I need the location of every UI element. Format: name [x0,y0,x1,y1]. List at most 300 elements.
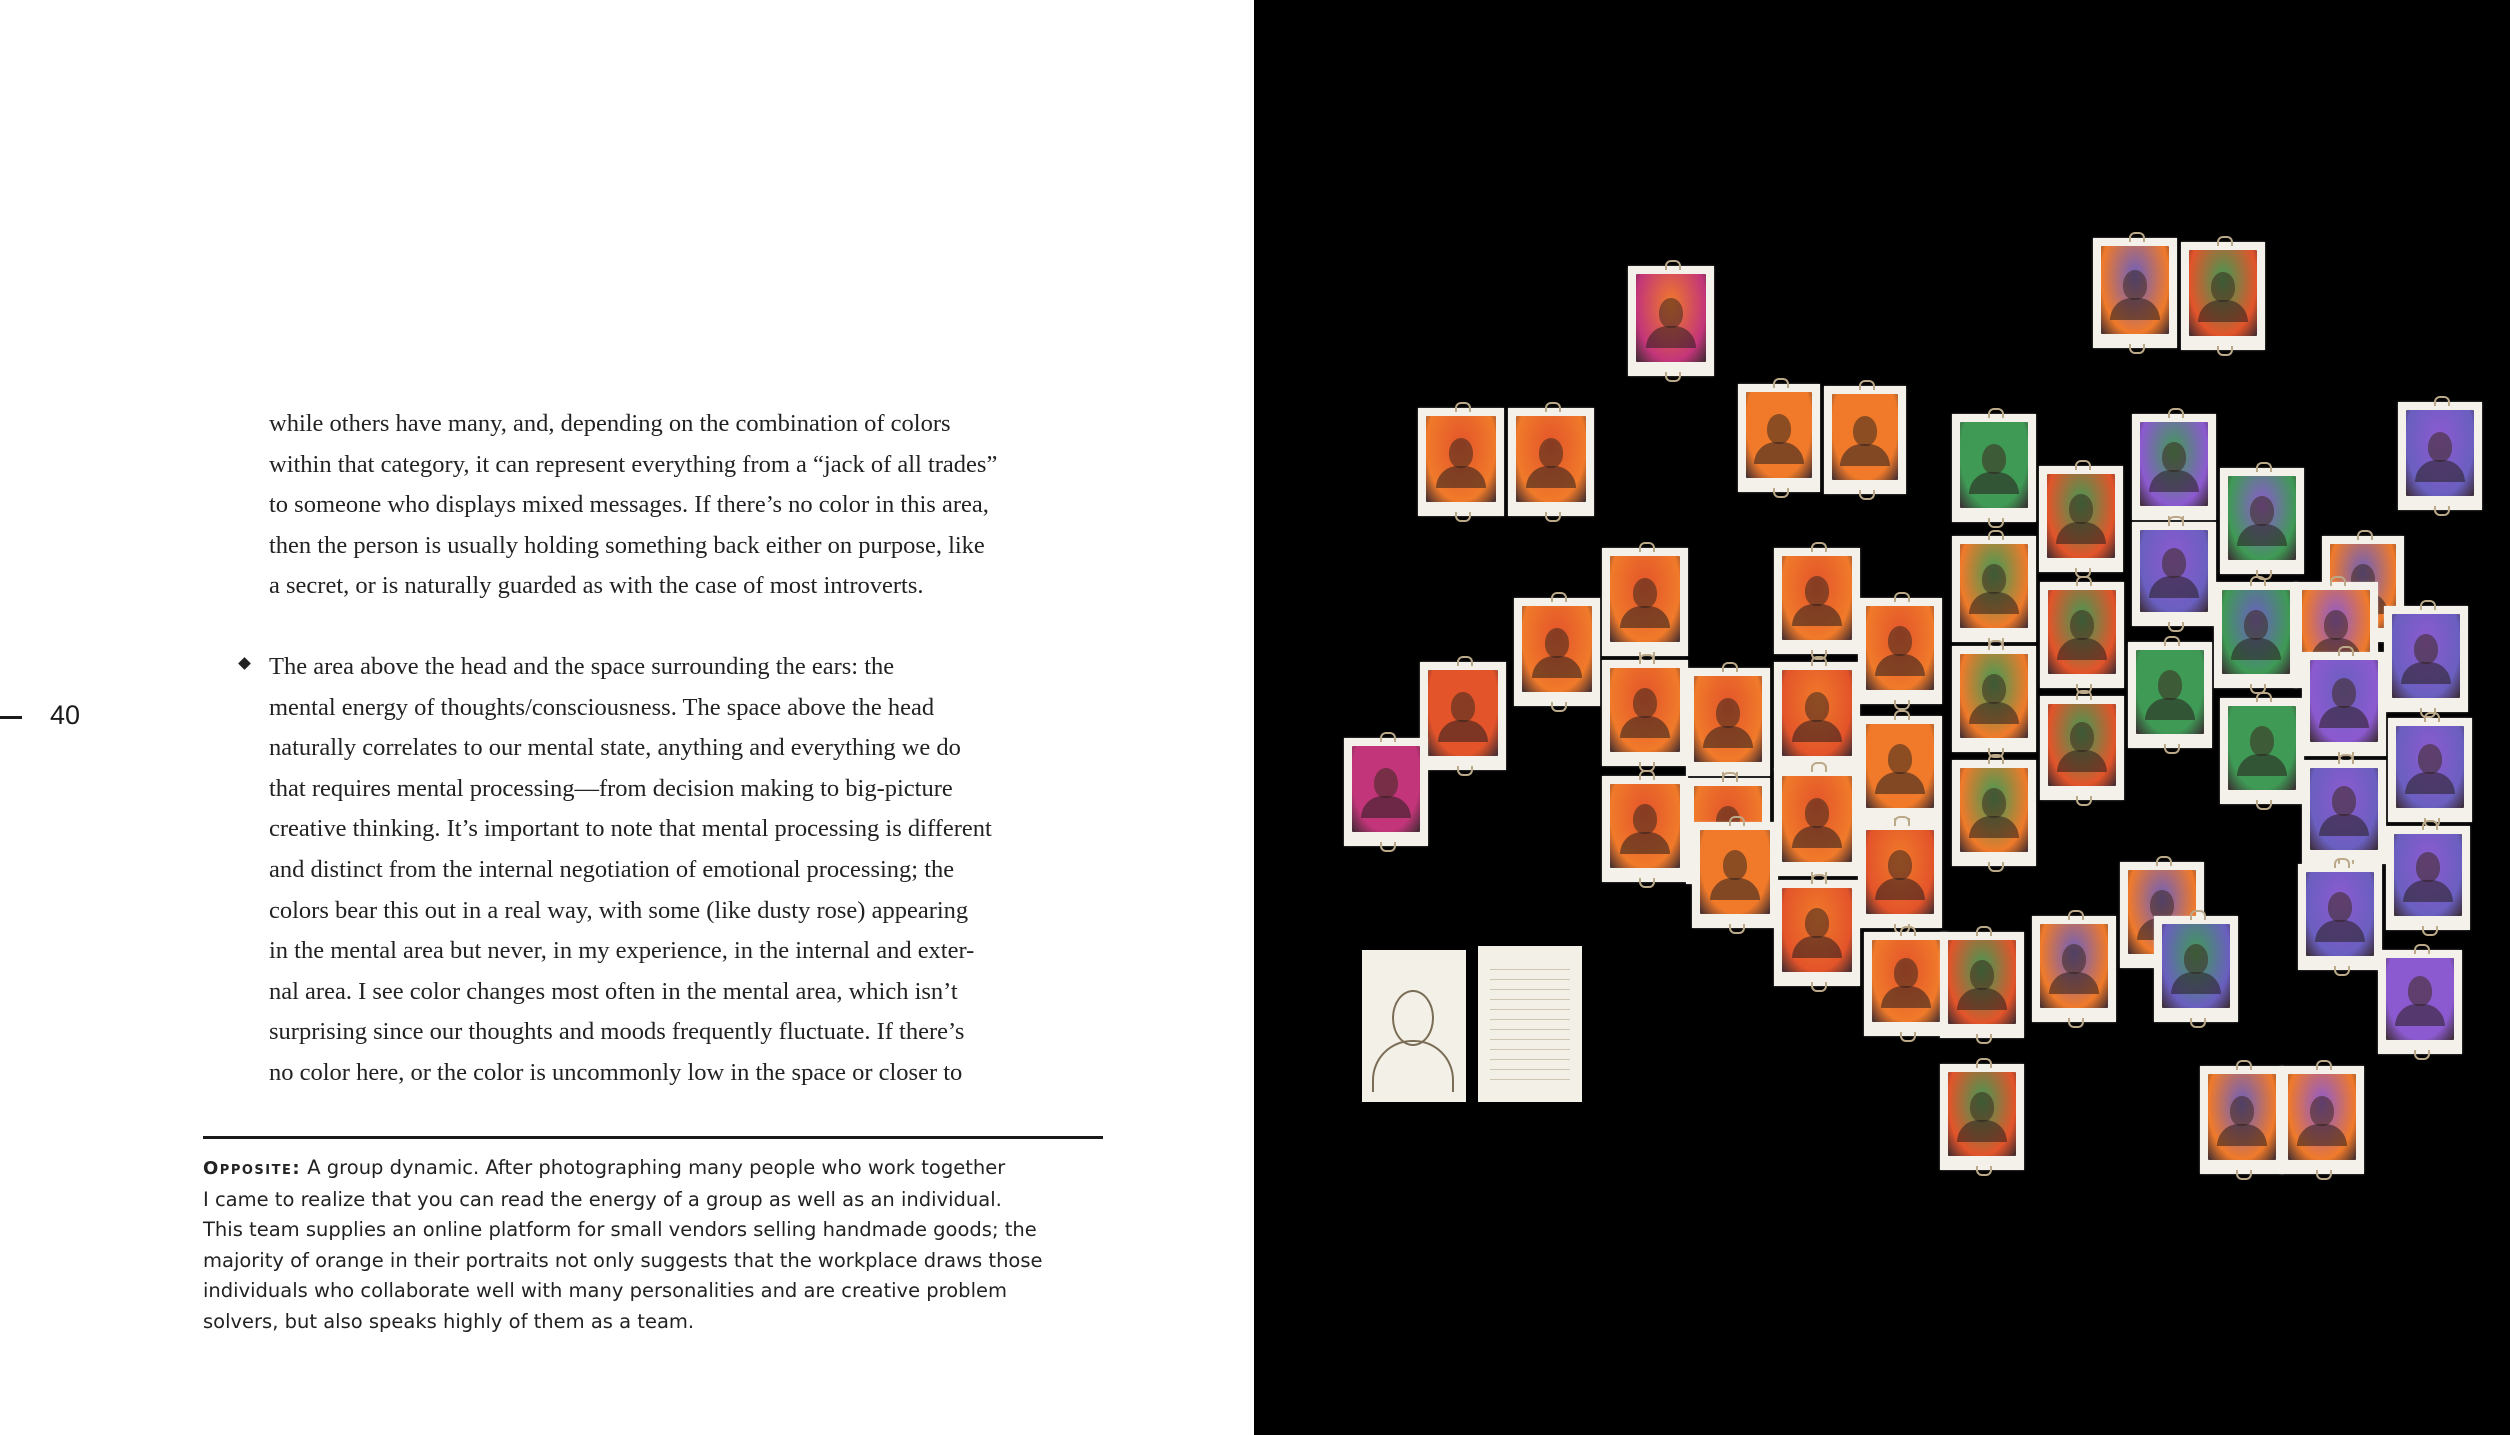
portrait-shoulders [2315,920,2365,942]
portrait-shoulders [1957,988,2007,1010]
polaroid-portrait [1774,662,1860,770]
pin-clip-icon [2168,408,2184,418]
portrait-shoulders [2149,576,2199,598]
portrait-shoulders [1532,656,1582,678]
pin-clip-icon [1900,1032,1916,1042]
pin-clip-icon [2422,926,2438,936]
portrait-head [2310,1096,2334,1126]
aura-glow [2222,590,2290,674]
pin-clip-icon [1551,592,1567,602]
portrait-shoulders [1840,444,1890,466]
aura-glow [2208,1074,2276,1160]
paragraph-continuation [269,404,1069,607]
polaroid-portrait [2032,916,2116,1022]
aura-glow [1516,416,1586,502]
pin-clip-icon [1639,878,1655,888]
polaroid-portrait [2039,466,2123,572]
pin-clip-icon [1988,754,2004,764]
pin-clip-icon [2190,910,2206,920]
portrait-head [1982,674,2006,704]
portrait-shoulders [1710,878,1760,900]
polaroid-portrait [1952,646,2036,752]
polaroid-portrait [1602,660,1688,766]
aura-glow [1960,654,2028,738]
portrait-shoulders [1792,720,1842,742]
pin-clip-icon [1545,402,1561,412]
portrait-head [2408,976,2432,1006]
portrait-shoulders [2057,638,2107,660]
portrait-shoulders [2401,662,2451,684]
polaroid-portrait [1774,880,1860,986]
portrait-shoulders [1792,604,1842,626]
polaroid-portrait [2040,696,2124,800]
polaroid-portrait [2132,522,2216,626]
polaroid-portrait [2384,606,2468,712]
portrait-head [1888,744,1912,774]
aura-glow [2306,872,2374,956]
portrait-head [1451,692,1475,722]
portrait-head [1633,688,1657,718]
pin-clip-icon [2236,1170,2252,1180]
pin-clip-icon [2316,1170,2332,1180]
portrait-head [1888,850,1912,880]
aura-glow [2048,704,2116,786]
portrait-shoulders [2403,880,2453,902]
polaroid-portrait [1602,776,1688,882]
portrait-shoulders [2149,470,2199,492]
portrait-head [2162,548,2186,578]
portrait-head [2158,670,2182,700]
portrait-shoulders [1438,720,1488,742]
pin-clip-icon [1457,656,1473,666]
pin-clip-icon [2129,232,2145,242]
pin-clip-icon [2250,576,2266,586]
caption-label: Opposite: [203,1158,302,1179]
pin-clip-icon [2256,692,2272,702]
pin-clip-icon [1639,654,1655,664]
pin-clip-icon [2330,576,2346,586]
polaroid-portrait [2302,652,2386,756]
portrait-head [2416,852,2440,882]
card-text-lines [1490,960,1570,1088]
aura-glow [1832,394,1898,480]
text-line: The area above the head and the space surrounding the ears: the [269,653,895,680]
pin-clip-icon [2424,712,2440,722]
pin-clip-icon [1545,512,1561,522]
aura-glow [2136,650,2204,734]
polaroid-portrait [1418,408,1504,516]
portrait-shoulders [1620,716,1670,738]
aura-glow [2048,590,2116,674]
pin-clip-icon [1729,924,1745,934]
caption-line: I came to realize that you can read the energy of a group as well as an individual. [203,1187,1002,1211]
caption-line: This team supplies an online platform for small vendors selling handmade goods; the [203,1218,1037,1242]
pin-clip-icon [1859,490,1875,500]
figure-sketch-head [1392,990,1434,1046]
aura-glow [2140,530,2208,612]
pin-clip-icon [2434,396,2450,406]
portrait-shoulders [2056,522,2106,544]
pin-clip-icon [2068,910,2084,920]
polaroid-portrait [2128,642,2212,748]
polaroid-portrait [1628,266,1714,376]
pin-clip-icon [1551,702,1567,712]
polaroid-portrait [1686,668,1770,776]
portrait-head [1805,798,1829,828]
portrait-shoulders [2231,638,2281,660]
pin-clip-icon [1894,700,1910,710]
portrait-shoulders [1875,654,1925,676]
polaroid-portrait [2302,760,2386,864]
polaroid-portrait [1824,386,1906,494]
pin-clip-icon [1380,732,1396,742]
portrait-head [1894,958,1918,988]
pin-clip-icon [2068,1018,2084,1028]
text-line: within that category, it can represent everything from a “jack of all trades” [269,450,998,478]
figure-sketch-body [1372,1040,1454,1092]
text-line: then the person is usually holding something back either on purpose, like [269,531,985,559]
pin-clip-icon [2164,636,2180,646]
portrait-shoulders [1620,606,1670,628]
portrait-shoulders [1957,1120,2007,1142]
polaroid-portrait [1940,932,2024,1038]
aura-glow [1746,392,1812,478]
portrait-head [2069,494,2093,524]
pin-clip-icon [1811,542,1827,552]
polaroid-portrait [1858,598,1942,704]
aura-glow [2288,1074,2356,1160]
polaroid-portrait [2181,242,2265,350]
aura-glow [1866,830,1934,914]
polaroid-portrait [1952,760,2036,866]
pin-clip-icon [1859,380,1875,390]
portrait-shoulders [2049,972,2099,994]
portrait-head [2184,944,2208,974]
bullet-paragraph [269,647,1069,1094]
polaroid-portrait [2200,1066,2284,1174]
diamond-bullet-icon [238,657,251,670]
portrait-head [1853,416,1877,446]
aura-glow [1960,768,2028,852]
pin-clip-icon [1988,640,2004,650]
pin-clip-icon [2076,576,2092,586]
portrait-head [2250,496,2274,526]
polaroid-portrait [2280,1066,2364,1174]
portrait-head [1970,960,1994,990]
portrait-head [1805,908,1829,938]
caption-line [203,1153,1103,1185]
pin-clip-icon [2075,460,2091,470]
polaroid-portrait [2214,582,2298,688]
portrait-shoulders [2145,698,2195,720]
portrait-head [1449,438,1473,468]
pin-clip-icon [1773,488,1789,498]
polaroid-portrait [1952,536,2036,642]
caption-text: A group dynamic. After photographing many people who work together [301,1156,1006,1179]
pin-clip-icon [1639,770,1655,780]
pin-clip-icon [2156,856,2172,866]
pin-clip-icon [2434,506,2450,516]
polaroid-portrait [1514,598,1600,706]
text-line: and distinct from the internal negotiation of emotional processing; the [269,855,955,883]
polaroid-portrait [1420,662,1506,770]
portrait-head [1545,628,1569,658]
polaroid-portrait [1774,768,1860,876]
pin-clip-icon [1894,592,1910,602]
caption-line: individuals who collaborate well with many personalities and are creative problem [203,1279,1007,1303]
portrait-shoulders [2237,754,2287,776]
aura-glow [1426,416,1496,502]
polaroid-portrait [2398,402,2482,510]
portrait-head [2070,722,2094,752]
aura-glow [1610,668,1680,752]
polaroid-portrait [2388,718,2472,822]
pin-clip-icon [2334,858,2350,868]
portrait-shoulders [1881,986,1931,1008]
pin-clip-icon [2338,754,2354,764]
pin-clip-icon [1976,1058,1992,1068]
pin-clip-icon [2076,690,2092,700]
portrait-head [1539,438,1563,468]
pin-clip-icon [1988,530,2004,540]
aura-glow [1782,776,1852,862]
polaroid-portrait [2040,582,2124,688]
pin-clip-icon [1773,378,1789,388]
portrait-head [1888,626,1912,656]
pin-clip-icon [1722,772,1738,782]
polaroid-portrait [2220,698,2304,804]
pin-clip-icon [1457,766,1473,776]
aura-glow [1948,1072,2016,1156]
pin-clip-icon [1811,762,1827,772]
aura-glow [1694,676,1762,762]
pin-clip-icon [2168,516,2184,526]
pin-clip-icon [2168,622,2184,632]
pin-clip-icon [1894,710,1910,720]
portrait-head [2418,744,2442,774]
polaroid-portrait [1344,738,1428,846]
portrait-shoulders [2297,1124,2347,1146]
polaroid-portrait [2154,916,2238,1022]
portrait-shoulders [1792,936,1842,958]
polaroid-portrait [2132,414,2216,520]
polaroid-portrait [1864,932,1948,1036]
pin-clip-icon [1976,1034,1992,1044]
portrait-shoulders [1792,826,1842,848]
pin-clip-icon [2256,800,2272,810]
portrait-head [1982,788,2006,818]
left-page [0,0,1254,1435]
portrait-head [2332,786,2356,816]
aura-glow [1428,670,1498,756]
portrait-shoulders [2319,814,2369,836]
text-line: colors bear this out in a real way, with some (like dusty rose) appearing [269,896,969,924]
caption-divider [203,1136,1103,1139]
portrait-head [2244,610,2268,640]
pin-clip-icon [1639,542,1655,552]
aura-glow [1960,422,2028,508]
portrait-shoulders [1969,592,2019,614]
polaroid-portrait [1952,414,2036,522]
aura-glow [2140,422,2208,506]
portrait-head [2414,634,2438,664]
portrait-shoulders [1436,466,1486,488]
aura-glow [2392,614,2460,698]
portrait-head [2211,272,2235,302]
portrait-head [1633,578,1657,608]
pin-clip-icon [1380,842,1396,852]
pin-clip-icon [2334,966,2350,976]
portrait-head [2324,610,2348,640]
text-line: in the mental area but never, in my experience, in the internal and exter- [269,937,975,965]
polaroid-portrait [1738,384,1820,492]
pin-clip-icon [2338,646,2354,656]
pin-clip-icon [1455,512,1471,522]
drawn-figure-card [1362,950,1466,1102]
pin-clip-icon [1729,816,1745,826]
aura-glow [1872,940,1940,1022]
pin-clip-icon [2316,1060,2332,1070]
text-line: creative thinking. It’s important to note that mental processing is different [269,815,992,843]
portrait-head [1805,576,1829,606]
portrait-shoulders [1969,702,2019,724]
polaroid-portrait [1774,548,1860,654]
pin-clip-icon [2420,600,2436,610]
portrait-shoulders [2237,524,2287,546]
text-line: no color here, or the color is uncommonly low in the space or closer to [269,1058,963,1086]
aura-glow [2310,768,2378,850]
polaroid-portrait [2298,864,2382,970]
aura-glow [1636,274,1706,362]
portrait-head [1805,692,1829,722]
portrait-head [1767,414,1791,444]
polaroid-portrait [2378,950,2462,1054]
aura-glow [1352,746,1420,832]
portrait-shoulders [1969,472,2019,494]
polaroid-portrait [1858,822,1942,928]
portrait-shoulders [1646,326,1696,348]
pin-clip-icon [2190,1018,2206,1028]
aura-glow [2162,924,2230,1008]
polaroid-portrait [1858,716,1942,822]
caption-line: majority of orange in their portraits not only suggests that the workplace draws those [203,1248,1043,1272]
pin-clip-icon [1811,874,1827,884]
portrait-shoulders [1703,726,1753,748]
portrait-head [2123,270,2147,300]
pin-clip-icon [1455,402,1471,412]
portrait-head [1970,1092,1994,1122]
polaroid-portrait [2220,468,2304,574]
folio-dash [0,716,22,719]
portrait-shoulders [2217,1124,2267,1146]
pin-clip-icon [1988,518,2004,528]
polaroid-portrait [2093,238,2177,348]
portrait-shoulders [2319,706,2369,728]
pin-clip-icon [2076,796,2092,806]
text-line: a secret, or is naturally guarded as with the case of most introverts. [269,572,924,600]
pin-clip-icon [2414,944,2430,954]
portrait-shoulders [2405,772,2455,794]
pin-clip-icon [1900,926,1916,936]
aura-glow [2189,250,2257,336]
portrait-head [1716,698,1740,728]
pin-clip-icon [2256,462,2272,472]
aura-glow [1866,606,1934,690]
page-number: 40 [50,700,81,730]
pin-clip-icon [1894,816,1910,826]
portrait-shoulders [2395,1004,2445,1026]
pin-clip-icon [2357,530,2373,540]
aura-glow [1782,556,1852,640]
portrait-shoulders [2415,460,2465,482]
portrait-shoulders [2198,300,2248,322]
text-line: that requires mental processing—from decision making to big-picture [269,774,953,802]
portrait-head [2230,1096,2254,1126]
aura-glow [1522,606,1592,692]
caption-line: solvers, but also speaks highly of them as a team. [203,1309,695,1333]
aura-glow [1610,784,1680,868]
portrait-shoulders [1620,832,1670,854]
portrait-head [2332,678,2356,708]
polaroid-portrait [1692,822,1778,928]
pin-clip-icon [1665,260,1681,270]
printed-info-card [1478,946,1582,1102]
portrait-head [2328,892,2352,922]
pin-clip-icon [2217,346,2233,356]
aura-glow [1948,940,2016,1024]
text-line: nal area. I see color changes most often in the mental area, which isn’t [269,977,958,1005]
pin-clip-icon [2164,744,2180,754]
portrait-shoulders [2171,972,2221,994]
pin-clip-icon [1665,372,1681,382]
aura-glow [2386,958,2454,1040]
portrait-head [1982,444,2006,474]
pin-clip-icon [2129,344,2145,354]
polaroid-portrait [2386,826,2470,930]
portrait-head [2250,726,2274,756]
portrait-head [1982,564,2006,594]
polaroid-portrait [1508,408,1594,516]
polaroid-portrait [1602,548,1688,656]
aura-glow [2396,726,2464,808]
portrait-shoulders [1875,878,1925,900]
aura-glow [2394,834,2462,916]
aura-glow [2047,474,2115,558]
portrait-shoulders [1754,442,1804,464]
pin-clip-icon [1811,656,1827,666]
text-line: while others have many, and, depending on the combination of colors [269,410,951,437]
portrait-head [2428,432,2452,462]
pin-clip-icon [1976,1166,1992,1176]
portrait-head [2162,442,2186,472]
photo-caption [203,1153,1103,1338]
aura-glow [1782,888,1852,972]
portrait-head [2062,944,2086,974]
pin-clip-icon [1988,408,2004,418]
pin-clip-icon [1976,926,1992,936]
aura-portrait-wall-photo [1254,0,2510,1435]
portrait-head [1723,850,1747,880]
pin-clip-icon [2236,1060,2252,1070]
pin-clip-icon [1811,982,1827,992]
pin-clip-icon [1988,862,2004,872]
text-line: surprising since our thoughts and moods frequently fluctuate. If there’s [269,1018,965,1046]
aura-glow [2101,246,2169,334]
text-line: naturally correlates to our mental state, anything and everything we do [269,734,961,762]
portrait-shoulders [1969,816,2019,838]
portrait-head [2070,610,2094,640]
aura-glow [2228,706,2296,790]
